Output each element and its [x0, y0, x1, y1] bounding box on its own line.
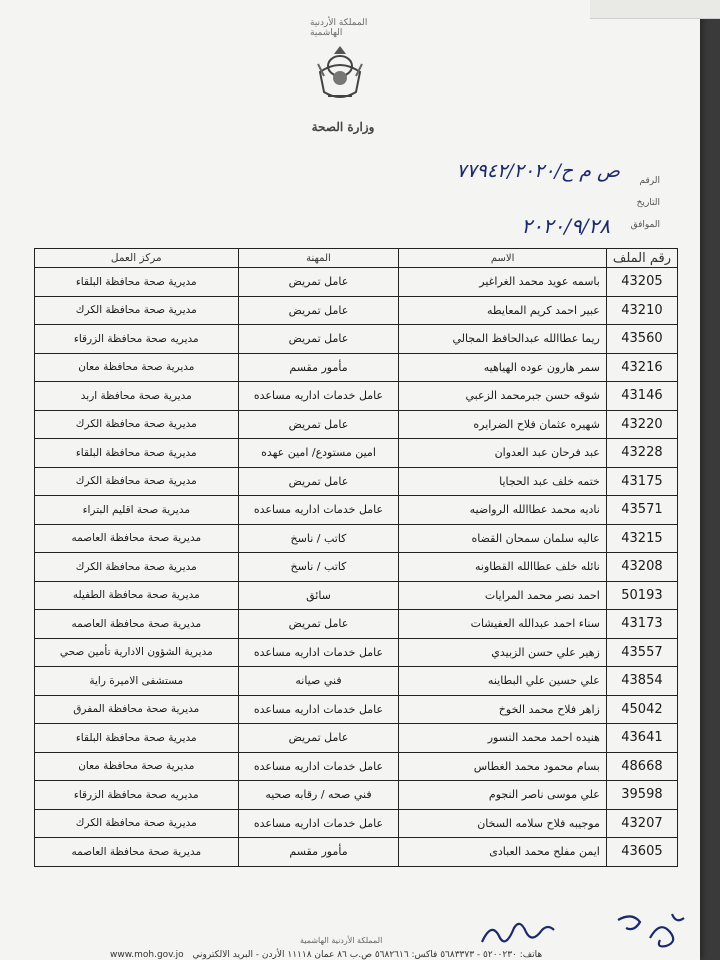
- table-row: [35, 781, 678, 810]
- cell-workplace: مديرية صحة محافظة الكرك: [35, 809, 239, 838]
- cell-file-number: 43228: [606, 439, 677, 468]
- cell-file-number: 45042: [606, 695, 677, 724]
- cell-name: زهير علي حسن الزبيدي: [399, 638, 606, 667]
- cell-name: علي موسى ناصر النجوم: [399, 781, 606, 810]
- table-row: [35, 410, 678, 439]
- table-row: [35, 353, 678, 382]
- signature-mark: [478, 912, 558, 952]
- cell-file-number: 43641: [606, 724, 677, 753]
- cell-job: عامل تمريض: [238, 296, 399, 325]
- footer-website: www.moh.gov.jo: [110, 950, 184, 960]
- cell-job: كاتب / ناسخ: [238, 553, 399, 582]
- cell-job: امين مستودع/ امين عهده: [238, 439, 399, 468]
- cell-name: احمد نصر محمد المرايات: [399, 581, 606, 610]
- cell-name: ناديه محمد عطاالله الرواضيه: [399, 496, 606, 525]
- cell-name: عاليه سلمان سمحان القضاه: [399, 524, 606, 553]
- initials-mark: [610, 908, 690, 956]
- cell-file-number: 43210: [606, 296, 677, 325]
- cell-file-number: 39598: [606, 781, 677, 810]
- table-row: [35, 553, 678, 582]
- cell-name: باسمه عويد محمد الغراغير: [399, 268, 606, 297]
- cell-name: موجيبه فلاح سلامه السخان: [399, 809, 606, 838]
- cell-job: كاتب / ناسخ: [238, 524, 399, 553]
- cell-name: ايمن مفلح محمد العبادى: [399, 838, 606, 867]
- header-workplace: مركز العمل: [35, 249, 239, 268]
- table-row: [35, 752, 678, 781]
- cell-workplace: مديرية صحة محافظة البلقاء: [35, 724, 239, 753]
- cell-workplace: مديرية صحة اقليم البتراء: [35, 496, 239, 525]
- cell-workplace: مستشفى الاميرة راية: [35, 667, 239, 696]
- cell-job: عامل تمريض: [238, 610, 399, 639]
- cell-workplace: مديرية صحة محافظة معان: [35, 353, 239, 382]
- header-job: المهنة: [238, 249, 399, 268]
- cell-file-number: 43205: [606, 268, 677, 297]
- cell-workplace: مديرية صحة محافظة معان: [35, 752, 239, 781]
- cell-name: سناء احمد عبدالله العفيشات: [399, 610, 606, 639]
- cell-job: عامل خدمات اداريه مساعده: [238, 382, 399, 411]
- cell-job: عامل تمريض: [238, 467, 399, 496]
- cell-file-number: 43571: [606, 496, 677, 525]
- cell-file-number: 43605: [606, 838, 677, 867]
- cell-file-number: 43208: [606, 553, 677, 582]
- cell-job: عامل تمريض: [238, 724, 399, 753]
- cell-name: زاهر فلاح محمد الخوخ: [399, 695, 606, 724]
- cell-job: مأمور مقسم: [238, 353, 399, 382]
- table-row: [35, 724, 678, 753]
- cell-job: عامل تمريض: [238, 325, 399, 354]
- ref-handwritten: ص م ح/٧٧٩٤٢/٢٠٢٠: [456, 160, 620, 182]
- cell-job: عامل خدمات اداريه مساعده: [238, 638, 399, 667]
- table-row: [35, 809, 678, 838]
- cell-file-number: 43560: [606, 325, 677, 354]
- cell-file-number: 43557: [606, 638, 677, 667]
- table-row: [35, 382, 678, 411]
- table-row: [35, 838, 678, 867]
- table-row: [35, 467, 678, 496]
- cell-name: شهيره عثمان فلاح الضرايره: [399, 410, 606, 439]
- ministry-name: وزارة الصحة: [311, 120, 375, 134]
- header-file-number: رقم الملف: [606, 249, 677, 268]
- cell-workplace: مديريه صحة محافظة الزرقاء: [35, 781, 239, 810]
- cell-file-number: 50193: [606, 581, 677, 610]
- cell-file-number: 43215: [606, 524, 677, 553]
- cell-name: عبير احمد كريم المعايطه: [399, 296, 606, 325]
- footer-contact: هاتف: ٥٢٠٠٢٣٠ - ٥٦٨٣٣٧٣ فاكس: ٥٦٨٢٦١٦ ص.ب ٨٦ عمان ١١١١٨ الأردن - البريد الالكتروني: [192, 950, 543, 960]
- date-handwritten: ٢٠٢٠/٩/٢٨: [521, 214, 610, 238]
- cell-workplace: مديرية الشؤون الادارية تأمين صحي: [35, 638, 239, 667]
- table-row: [35, 610, 678, 639]
- table-row: [35, 496, 678, 525]
- date-label: التاريخ: [636, 198, 660, 208]
- cell-name: نائله خلف عطاالله القطاونه: [399, 553, 606, 582]
- cell-name: ختمه خلف عبد الحجايا: [399, 467, 606, 496]
- cell-name: هنيده احمد محمد النسور: [399, 724, 606, 753]
- footer: [0, 918, 700, 960]
- cell-name: عبد فرحان عبد العدوان: [399, 439, 606, 468]
- cell-workplace: مديرية صحة محافظة البلقاء: [35, 439, 239, 468]
- cell-workplace: مديرية صحة محافظة اربد: [35, 382, 239, 411]
- cell-job: عامل خدمات اداريه مساعده: [238, 752, 399, 781]
- cell-workplace: مديرية صحة محافظة الكرك: [35, 467, 239, 496]
- date-row: [400, 190, 660, 212]
- table-row: [35, 581, 678, 610]
- cell-file-number: 43175: [606, 467, 677, 496]
- cell-job: عامل خدمات اداريه مساعده: [238, 809, 399, 838]
- cell-name: علي حسين علي البطاينه: [399, 667, 606, 696]
- cell-job: فني صحه / رقابه صحيه: [238, 781, 399, 810]
- cell-file-number: 43173: [606, 610, 677, 639]
- cell-job: عامل خدمات اداريه مساعده: [238, 496, 399, 525]
- coat-of-arms-icon: [314, 42, 366, 104]
- header-name: الاسم: [399, 249, 606, 268]
- cell-name: ريما عطاالله عبدالحافظ المجالي: [399, 325, 606, 354]
- footer-kingdom: المملكة الأردنية الهاشمية: [300, 936, 383, 945]
- cell-workplace: مديرية صحة محافظة الكرك: [35, 410, 239, 439]
- cell-name: بسام محمود محمد الغطاس: [399, 752, 606, 781]
- cell-file-number: 43146: [606, 382, 677, 411]
- ref-row: [400, 160, 660, 190]
- cell-file-number: 48668: [606, 752, 677, 781]
- cell-job: عامل تمريض: [238, 268, 399, 297]
- cell-job: عامل خدمات اداريه مساعده: [238, 695, 399, 724]
- ref-label: الرقم: [639, 176, 660, 186]
- hijri-label: الموافق: [630, 220, 660, 230]
- cell-file-number: 43216: [606, 353, 677, 382]
- cell-job: مأمور مقسم: [238, 838, 399, 867]
- cell-workplace: مديرية صحة محافظة العاصمه: [35, 524, 239, 553]
- employee-table: [34, 248, 678, 867]
- cell-job: فني صيانه: [238, 667, 399, 696]
- table-row: [35, 268, 678, 297]
- cell-workplace: مديرية صحة محافظة الكرك: [35, 296, 239, 325]
- table-row: [35, 695, 678, 724]
- table-row: [35, 667, 678, 696]
- cell-file-number: 43207: [606, 809, 677, 838]
- table-row: [35, 638, 678, 667]
- table-row: [35, 296, 678, 325]
- cell-workplace: مديرية صحة محافظة المفرق: [35, 695, 239, 724]
- cell-workplace: مديرية صحة محافظة العاصمه: [35, 838, 239, 867]
- cell-job: عامل تمريض: [238, 410, 399, 439]
- reference-block: [400, 160, 660, 238]
- crest-caption: المملكة الأردنية الهاشمية: [310, 18, 368, 38]
- table-row: [35, 524, 678, 553]
- underlying-page-edge: [590, 0, 720, 19]
- table-header-row: [35, 249, 678, 268]
- cell-workplace: مديرية صحة محافظة الكرك: [35, 553, 239, 582]
- cell-name: سمر هارون عوده الهياهيه: [399, 353, 606, 382]
- cell-workplace: مديرية صحة محافظة البلقاء: [35, 268, 239, 297]
- cell-workplace: مديريه صحة محافظة الزرقاء: [35, 325, 239, 354]
- cell-job: سائق: [238, 581, 399, 610]
- cell-file-number: 43854: [606, 667, 677, 696]
- hijri-row: [400, 212, 660, 238]
- cell-name: شوقه حسن جبرمحمد الزعبي: [399, 382, 606, 411]
- cell-file-number: 43220: [606, 410, 677, 439]
- table-row: [35, 325, 678, 354]
- cell-workplace: مديرية صحة محافظة الطفيله: [35, 581, 239, 610]
- table-row: [35, 439, 678, 468]
- cell-workplace: مديرية صحة محافظة العاصمه: [35, 610, 239, 639]
- crest-block: [310, 18, 370, 108]
